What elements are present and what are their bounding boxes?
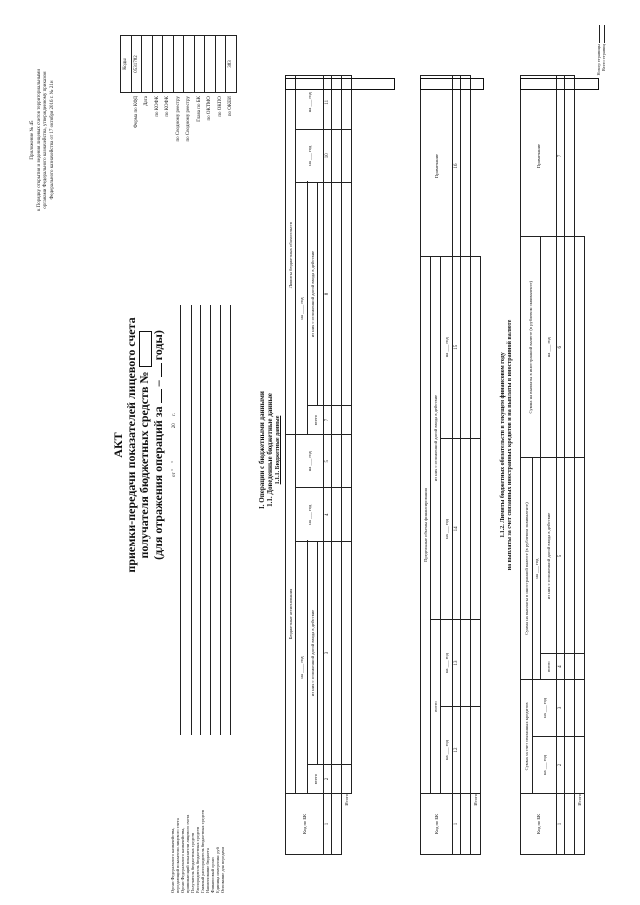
codes-label: Форма по КФД (133, 96, 139, 129)
col-na: на ___ год (533, 679, 557, 736)
col-code-bk: Код по БК (521, 794, 557, 855)
col-na: на ___ год (533, 458, 541, 679)
field-line (200, 305, 201, 735)
field-label: Наименование бюджета (205, 848, 210, 893)
col-num: 1 (453, 794, 461, 855)
itogo-label: Итого (342, 794, 352, 855)
table-budget-data (285, 75, 352, 855)
codes-value: 0531782 (131, 36, 142, 93)
document-title (112, 245, 165, 645)
total-pages-label: Всего страниц (601, 25, 606, 135)
field-line (220, 305, 221, 735)
col-foreign-currency-rub: Сумма на выплаты в иностранной валюте (в рублевом эквиваленте) (521, 458, 533, 679)
itogo-row (471, 76, 481, 855)
field-line (210, 305, 211, 735)
col-na: на ___ год (296, 488, 324, 541)
col-num: 12 (453, 707, 461, 794)
appendix-line-2: органами Федерального казначейства, утвержденному приказом (43, 71, 48, 209)
col-na: на ___ год (296, 435, 324, 488)
col-num: 5 (557, 458, 565, 654)
col-na: на ___ год (541, 237, 557, 458)
col-num: 6 (557, 237, 565, 458)
col-num: 11 (324, 76, 332, 130)
section-1-1-2-subheading: на выплаты за счет связанных иностранных кредитов и на выплаты в иностранной валюте (507, 319, 513, 571)
codes-value (194, 36, 205, 93)
col-budget-obligations: Бюджетные ассигнования (286, 435, 296, 794)
col-num: 2 (557, 736, 565, 793)
codes-label: по ОКТМО (207, 96, 213, 121)
page-info (596, 25, 606, 135)
codes-label: по КОФК (154, 96, 160, 117)
table-foreign (520, 75, 585, 855)
codes-label: по Сводному реестру (175, 96, 181, 142)
date-line: от " " 20 г. (172, 413, 177, 477)
appendix-block (30, 15, 56, 265)
field-label: Финансовый орган (210, 857, 215, 893)
itogo-label: Итого (575, 794, 585, 855)
col-iz-nih: из них с отложенной датой ввода в действие (431, 257, 441, 620)
col-limits: Лимиты бюджетных обязательств (286, 76, 296, 435)
field-label: принимающий показатели лицевого счета (185, 814, 190, 893)
field-label: Распорядитель бюджетных средств (195, 826, 200, 893)
field-label: Орган Федерального казначейства, (170, 827, 175, 893)
title-line-4: (для отражения операций за – годы) (150, 330, 165, 560)
field-label: Получатель бюджетных средств (190, 832, 195, 893)
codes-label: по ОКЕИ (228, 96, 234, 117)
codes-value: 383 (226, 36, 237, 93)
field-line (191, 305, 192, 735)
col-num: 13 (453, 620, 461, 707)
field-line (230, 305, 231, 735)
col-na: на ___ год (296, 129, 324, 182)
section-1-1-1-heading: 1.1.1. Бюджетные данные (275, 415, 281, 485)
col-num: 3 (557, 679, 565, 736)
field-label: передающий показатели лицевого счета (175, 818, 180, 893)
col-num: 14 (453, 438, 461, 619)
col-vsego: всего (431, 620, 441, 794)
codes-value (152, 36, 163, 93)
col-num: 4 (324, 488, 332, 541)
col-num: 15 (453, 257, 461, 439)
section-1-title (258, 315, 282, 585)
codes-header: Коды (121, 36, 132, 93)
col-na: на ___ год (441, 438, 453, 619)
col-iz-nih: из них с отложенной датой ввода в действие (541, 458, 557, 654)
col-num: 4 (557, 654, 565, 679)
codes-value (205, 36, 216, 93)
codes-value (215, 36, 226, 93)
itogo-row (342, 76, 352, 855)
col-na: на ___ год (441, 620, 453, 707)
col-num: 10 (324, 129, 332, 182)
col-num: 1 (324, 794, 332, 855)
codes-label: по ОКПО (217, 96, 223, 117)
field-line (180, 305, 181, 735)
codes-label: по Сводному реестру (186, 96, 192, 142)
frame-right-2 (420, 78, 484, 90)
codes-label: Глава по БК (196, 96, 202, 122)
page-number-label: Номер страницы (596, 25, 601, 135)
left-fields (170, 593, 225, 893)
title-line-2: приемки-передачи показателей лицевого счета (124, 317, 138, 573)
col-vsego: всего (541, 654, 557, 679)
col-num: 5 (324, 435, 332, 488)
col-iz-nih: из них с отложенной датой ввода в действие (308, 541, 318, 764)
col-num: 1 (557, 794, 565, 855)
field-label: Орган Федерального казначейства, (180, 827, 185, 893)
col-num: 16 (453, 76, 461, 257)
col-note: Примечание (521, 76, 557, 237)
codes-value (173, 36, 184, 93)
col-num: 7 (324, 406, 332, 435)
codes-label: по КОФК (165, 96, 171, 117)
section-1-heading: I. Операции с бюджетными данными (258, 391, 266, 509)
table-financing (420, 75, 481, 855)
col-na: на ___ год (296, 76, 324, 130)
col-foreign-credits: Сумма за счет связанных кредитов (521, 679, 533, 793)
section-1-1-heading: 1.1. Доведенные бюджетные данные (266, 393, 274, 507)
field-label: Главный распорядитель бюджетных средств (200, 810, 205, 893)
col-note: Примечание (421, 76, 453, 257)
appendix-line-1: к Порядку открытия и ведения лицевых счетов территориальными (36, 68, 42, 212)
col-na: на ___ год (441, 707, 453, 794)
codes-label: Дата (144, 96, 150, 107)
col-na: на ___ год (441, 257, 453, 439)
col-iz-nih: из них с отложенной датой ввода в действие (308, 182, 318, 405)
codes-value (184, 36, 195, 93)
col-na: на ___ год (533, 736, 557, 793)
col-pofo: Предельные объемы финансирования (421, 257, 431, 794)
frame-right-1 (285, 78, 395, 90)
codes-table (120, 35, 237, 195)
field-label: Единица измерения: руб (215, 847, 220, 893)
col-vsego: всего (308, 406, 324, 435)
col-num: 8 (324, 182, 332, 405)
col-code-bk: Код по БК (286, 794, 324, 855)
appendix-number: Приложение № 45 (30, 120, 35, 160)
col-num: 2 (324, 765, 332, 794)
frame-right-3 (520, 78, 599, 90)
field-label: Основание для передачи (220, 847, 225, 893)
title-line-1: АКТ (111, 432, 125, 458)
appendix-line-3: Федерального казначейства от 17 октября 2016 г. № 21н (49, 80, 55, 200)
col-num: 3 (324, 541, 332, 764)
itogo-row (575, 76, 585, 855)
itogo-label: Итого (471, 794, 481, 855)
col-code-bk: Код по БК (421, 794, 453, 855)
table-row (565, 76, 575, 855)
codes-value (142, 36, 153, 93)
section-1-1-2-heading: 1.1.2. Лимиты бюджетных обязательств в текущем финансовом году (500, 352, 506, 538)
col-na-god: на ____ год (296, 541, 308, 793)
col-num: 7 (557, 76, 565, 237)
title-line-3: получателя бюджетных средств № (138, 245, 152, 645)
codes-value (163, 36, 174, 93)
col-na-god: на ____ год (296, 182, 308, 434)
section-1-1-2-title (500, 235, 514, 655)
col-vsego: всего (308, 765, 324, 794)
table-row (332, 76, 342, 855)
table-row (461, 76, 471, 855)
col-foreign-currency: Сумма на выплаты в иностранной валюте (в рублевом эквиваленте) (521, 237, 541, 458)
